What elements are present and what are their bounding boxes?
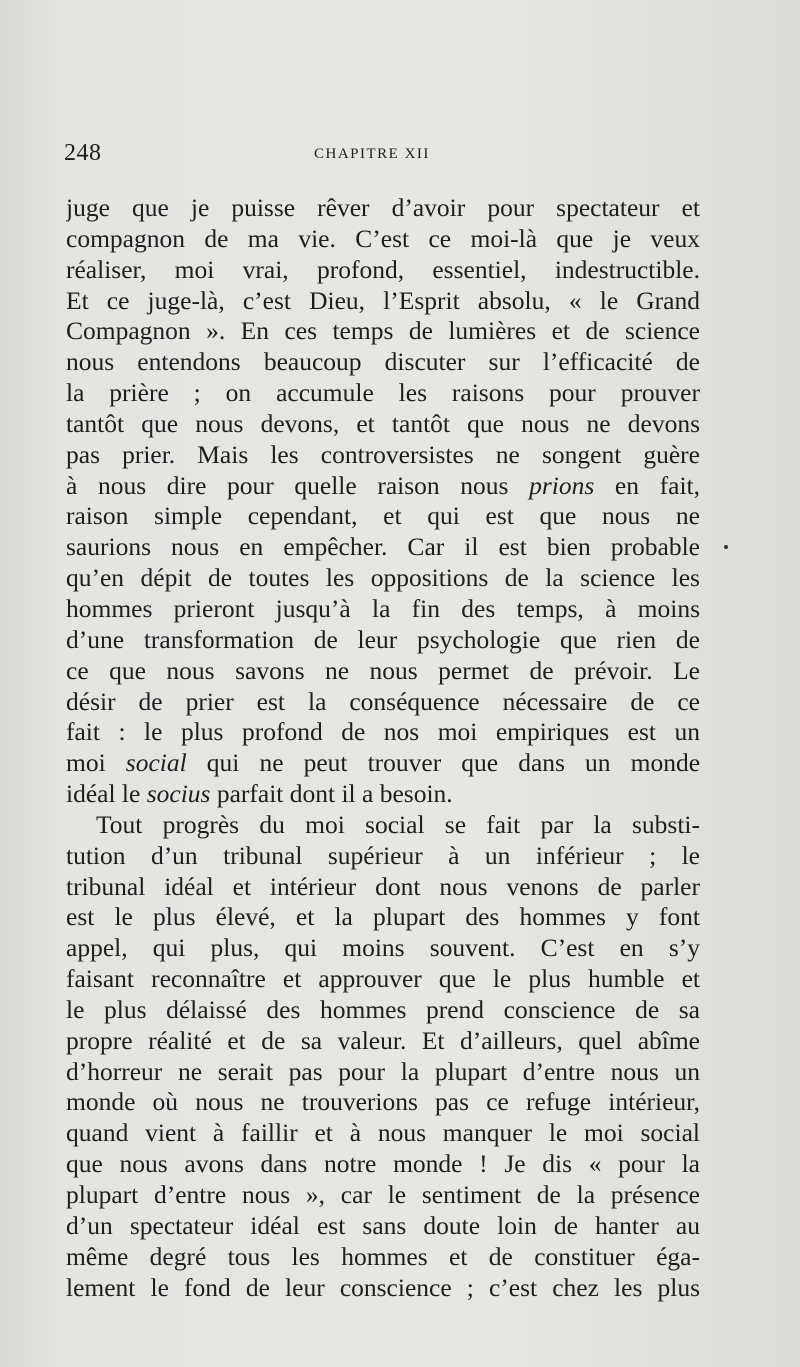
text-line: même degré tous les hommes et de constituer éga-: [66, 1241, 700, 1271]
page-header: [64, 140, 704, 174]
text-line: lement le fond de leur conscience ; c’est chez les plus: [66, 1272, 700, 1302]
text-line: le plus délaissé des hommes prend conscience de sa: [66, 994, 700, 1024]
text-line: désir de prier est la conséquence nécessaire de ce: [66, 686, 700, 716]
text-line: faisant reconnaître et approuver que le plus humble et: [66, 964, 700, 994]
text-line: juge que je puisse rêver d’avoir pour spectateur et: [66, 193, 700, 222]
text-line: Compagnon ». En ces temps de lumières et de science: [66, 316, 700, 346]
text-line: nous entendons beaucoup discuter sur l’efficacité de: [66, 347, 700, 377]
text-line: Et ce juge-là, c’est Dieu, l’Esprit absolu, « le Grand: [66, 285, 700, 315]
page-number: 248: [64, 140, 102, 166]
text-line: moi social qui ne peut trouver que dans un monde: [66, 748, 700, 778]
text-line: compagnon de ma vie. C’est ce moi-là que je veux: [66, 223, 700, 253]
text-line: d’un spectateur idéal est sans doute loin de hanter au: [66, 1210, 700, 1240]
text-line: idéal le socius parfait dont il a besoin.: [66, 779, 453, 809]
text-line: réaliser, moi vrai, profond, essentiel, indestructible.: [66, 254, 700, 284]
text-line: qu’en dépit de toutes les oppositions de la science les: [66, 563, 700, 593]
text-line: d’une transformation de leur psychologie que rien de: [66, 624, 700, 654]
text-line: est le plus élevé, et la plupart des hommes y font: [66, 902, 700, 932]
text-line: tution d’un tribunal supérieur à un inférieur ; le: [66, 840, 700, 870]
text-line: fait : le plus profond de nos moi empiriques est un: [66, 717, 700, 747]
text-line: tantôt que nous devons, et tantôt que nous ne devons: [66, 408, 700, 438]
text-line: monde où nous ne trouverions pas ce refuge intérieur,: [66, 1087, 700, 1117]
running-head: CHAPITRE XII: [314, 146, 430, 162]
text-line: plupart d’entre nous », car le sentiment de la présence: [66, 1180, 700, 1209]
text-line: à nous dire pour quelle raison nous prions en fait,: [66, 470, 700, 500]
text-line: tribunal idéal et intérieur dont nous venons de parler: [66, 871, 700, 901]
text-line: appel, qui plus, qui moins souvent. C’est en s’y: [66, 933, 700, 963]
body-text: [66, 193, 700, 1303]
text-line: la prière ; on accumule les raisons pour prouver: [66, 378, 700, 408]
text-line: pas prier. Mais les controversistes ne songent guère: [66, 439, 700, 469]
italic-word: socius: [146, 779, 211, 809]
text-line: hommes prieront jusqu’à la fin des temps, à moins: [66, 593, 700, 623]
text-line: ce que nous savons ne nous permet de prévoir. Le: [66, 655, 700, 685]
text-line: propre réalité et de sa valeur. Et d’ailleurs, quel abîme: [66, 1025, 700, 1055]
paper-speck: [724, 545, 728, 549]
text-line: quand vient à faillir et à nous manquer le moi social: [66, 1118, 700, 1148]
italic-word: prions: [529, 470, 595, 500]
text-line: que nous avons dans notre monde ! Je dis « pour la: [66, 1149, 700, 1179]
text-line: d’horreur ne serait pas pour la plupart d’entre nous un: [66, 1056, 700, 1086]
text-line: Tout progrès du moi social se fait par la substi-: [96, 809, 700, 839]
text-line: saurions nous en empêcher. Car il est bien probable: [66, 532, 700, 562]
italic-word: social: [125, 748, 187, 778]
text-line: raison simple cependant, et qui est que nous ne: [66, 501, 700, 531]
